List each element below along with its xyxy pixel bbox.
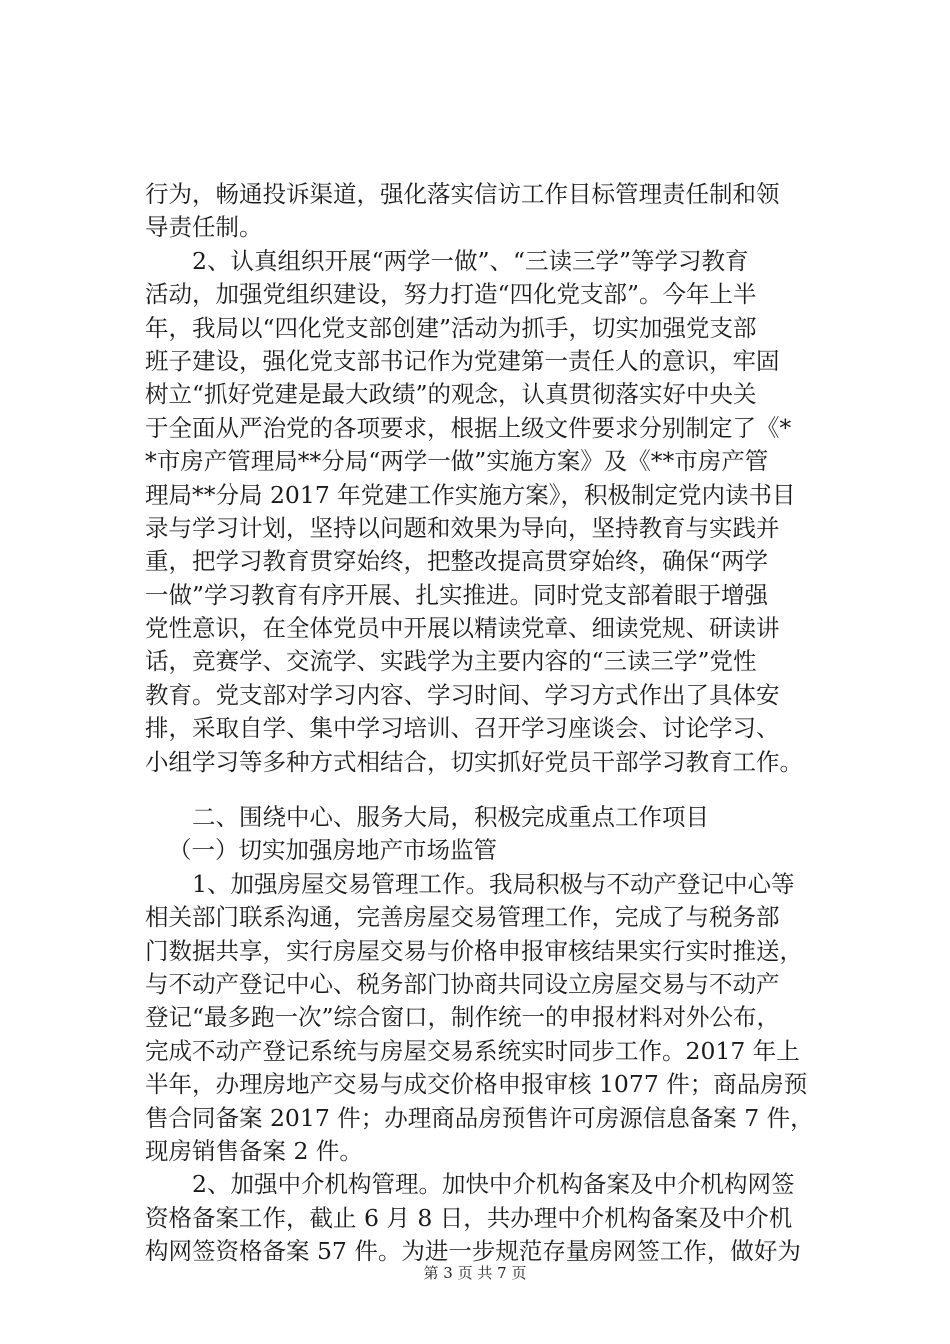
text-line: 重，把学习教育贯穿始终，把整改提高贯穿始终，确保“两学: [145, 547, 769, 576]
paragraph-start-line: 2、加强中介机构管理。加快中介机构备案及中介机构网签: [192, 1170, 795, 1199]
text-line: 门数据共享，实行房屋交易与价格申报审核结果实行实时推送，: [145, 936, 803, 965]
text-line: 与不动产登记中心、税务部门协商共同设立房屋交易与不动产: [145, 969, 780, 998]
section-gap: [145, 779, 835, 801]
text-line: 理局**分局 2017 年党建工作实施方案》，积极制定党内读书目: [145, 480, 796, 509]
text-line: 售合同备案 2017 件；办理商品房预售许可房源信息备案 7 件，: [145, 1103, 814, 1132]
text-line: 现房销售备案 2 件。: [145, 1136, 363, 1165]
text-line: 党性意识，在全体党员中开展以精读党章、细读党规、研读讲: [145, 614, 780, 643]
paragraph-start-line: 1、加强房屋交易管理工作。我局积极与不动产登记中心等: [192, 869, 795, 898]
text-line: 树立“抓好党建是最大政绩”的观念，认真贯彻落实好中央关: [145, 380, 757, 409]
section-heading: 二、围绕中心、服务大局，积极完成重点工作项目: [192, 803, 709, 832]
text-line: 完成不动产登记系统与房屋交易系统实时同步工作。2017 年上: [145, 1036, 800, 1065]
text-line: 半年，办理房地产交易与成交价格申报审核 1077 件；商品房预: [145, 1070, 808, 1099]
paragraph-start-line: 2、认真组织开展“两学一做”、“三读三学”等学习教育: [192, 246, 749, 275]
text-line: 年，我局以“四化党支部创建”活动为抓手，切实加强党支部: [145, 313, 757, 342]
text-line: 资格备案工作，截止 6 月 8 日，共办理中介机构备案及中介机: [145, 1203, 793, 1232]
page-number-footer: 第 3 页 共 7 页: [423, 1264, 527, 1282]
text-line: 教育。党支部对学习内容、学习时间、学习方式作出了具体安: [145, 680, 780, 709]
text-line: 录与学习计划，坚持以问题和效果为导向，坚持教育与实践并: [145, 513, 780, 542]
text-line: 班子建设，强化党支部书记作为党建第一责任人的意识，牢固: [145, 346, 780, 375]
text-line: 一做”学习教育有序开展、扎实推进。同时党支部着眼于增强: [145, 580, 769, 609]
text-line: *市房产管理局**分局“两学一做”实施方案》及《**市房产管: [145, 447, 769, 476]
text-line: 导责任制。: [145, 213, 263, 242]
text-line: 行为，畅通投诉渠道，强化落实信访工作目标管理责任制和领: [145, 180, 780, 208]
text-line: 话，竞赛学、交流学、实践学为主要内容的“三读三学”党性: [145, 647, 757, 676]
text-line: 活动，加强党组织建设，努力打造“四化党支部”。今年上半: [145, 280, 757, 309]
document-body: [145, 178, 835, 1269]
text-line: 排，采取自学、集中学习培训、召开学习座谈会、讨论学习、: [145, 714, 780, 743]
text-line: 小组学习等多种方式相结合，切实抓好党员干部学习教育工作。: [145, 747, 803, 776]
text-line: 构网签资格备案 57 件。为进一步规范存量房网签工作，做好为: [145, 1237, 801, 1266]
text-line: 登记“最多跑一次”综合窗口，制作统一的申报材料对外公布，: [145, 1003, 781, 1032]
text-line: 于全面从严治党的各项要求，根据上级文件要求分别制定了《*: [145, 413, 792, 442]
subsection-heading: （一）切实加强房地产市场监管: [168, 836, 497, 865]
text-line: 相关部门联系沟通，完善房屋交易管理工作，完成了与税务部: [145, 903, 780, 932]
